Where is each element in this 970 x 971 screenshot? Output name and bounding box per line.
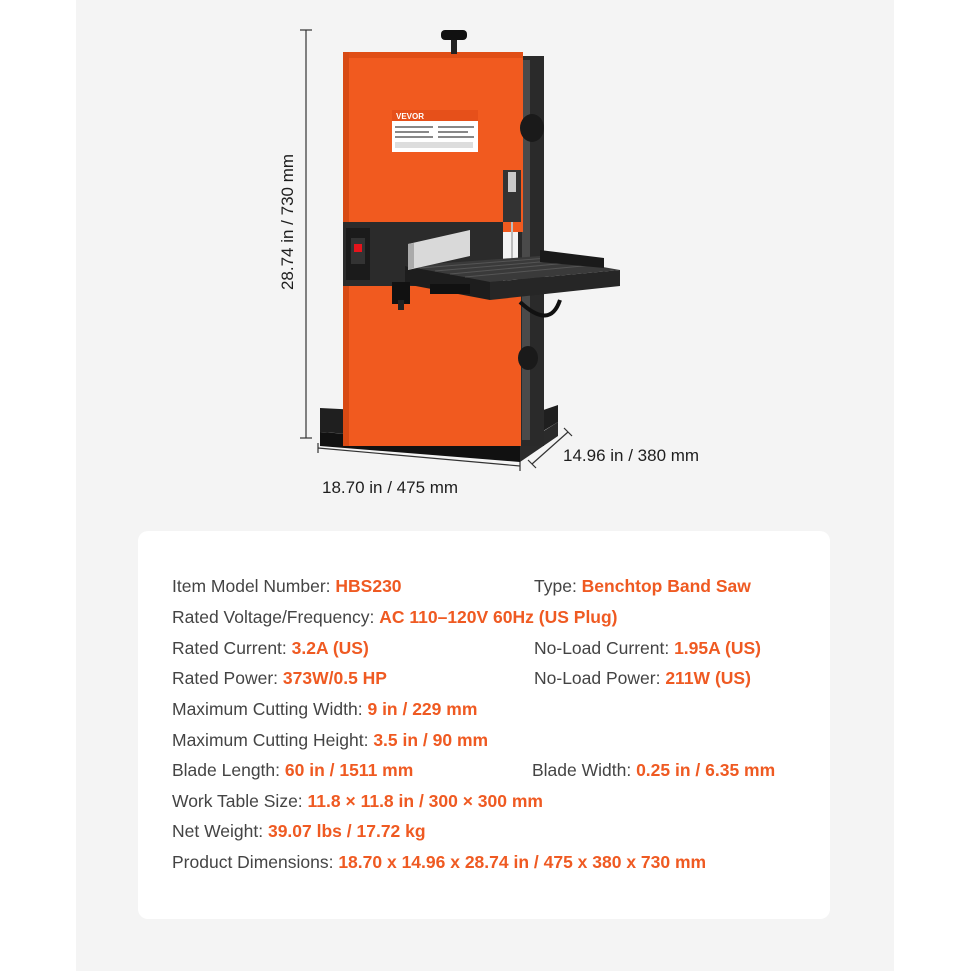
spec-label: No-Load Power: [534,668,666,688]
spec-label: Maximum Cutting Height: [172,730,374,750]
spec-label: Type: [534,576,582,596]
spec-value: 1.95A (US) [674,638,761,658]
spec-label: Item Model Number: [172,576,336,596]
spec-item-net-weight [172,820,426,842]
brand-logo-text: VEVOR [396,112,425,121]
spec-value: 3.2A (US) [291,638,369,658]
spec-item-product-dimensions [172,851,706,873]
spec-value: 9 in / 229 mm [367,699,478,719]
spec-value: 39.07 lbs / 17.72 kg [267,821,426,841]
spec-value: HBS230 [335,576,402,596]
spec-item-model-number [172,575,402,597]
spec-label: Rated Power: [172,668,283,688]
depth-dimension-label: 14.96 in / 380 mm [563,446,700,465]
spec-value: 373W/0.5 HP [282,668,387,688]
spec-value: Benchtop Band Saw [581,576,751,596]
spec-value: 3.5 in / 90 mm [373,730,489,750]
spec-value: 0.25 in / 6.35 mm [636,760,776,780]
spec-value: 11.8 × 11.8 in / 300 × 300 mm [307,791,543,811]
spec-label: Blade Length: [172,760,285,780]
spec-item-no-load-power [534,667,751,689]
spec-label: No-Load Current: [534,638,675,658]
spec-item-rated-power [172,667,387,689]
product-label [392,110,478,152]
tension-knob [441,30,467,54]
spec-label: Rated Current: [172,638,292,658]
spec-item-rated-current [172,637,369,659]
spec-label: Maximum Cutting Width: [172,699,368,719]
lower-wheel-housing [343,286,521,446]
width-dimension-label: 18.70 in / 475 mm [322,478,459,497]
spec-item-max-cutting-width [172,698,477,720]
spec-item-blade-length [172,759,413,781]
height-dimension-label: 28.74 in / 730 mm [278,153,297,291]
power-switch [346,228,370,280]
spec-label: Product Dimensions: [172,852,339,872]
height-dimension-line [300,30,312,438]
spec-value: 211W (US) [665,668,751,688]
spec-item-no-load-current [534,637,761,659]
spec-label: Work Table Size: [172,791,308,811]
spec-item-voltage [172,606,618,628]
spec-item-blade-width [532,759,775,781]
spec-item-work-table-size [172,790,543,812]
specifications-card [138,531,830,919]
spec-label: Net Weight: [172,821,268,841]
spec-value: AC 110–120V 60Hz (US Plug) [379,607,618,627]
spec-value: 60 in / 1511 mm [284,760,414,780]
spec-label: Blade Width: [532,760,637,780]
spec-value: 18.70 x 14.96 x 28.74 in / 475 x 380 x 730 mm [338,852,707,872]
side-knob-upper [520,114,544,142]
spec-label: Rated Voltage/Frequency: [172,607,380,627]
side-knob-lower [518,346,538,370]
spec-item-type [534,575,751,597]
spec-item-max-cutting-height [172,729,488,751]
